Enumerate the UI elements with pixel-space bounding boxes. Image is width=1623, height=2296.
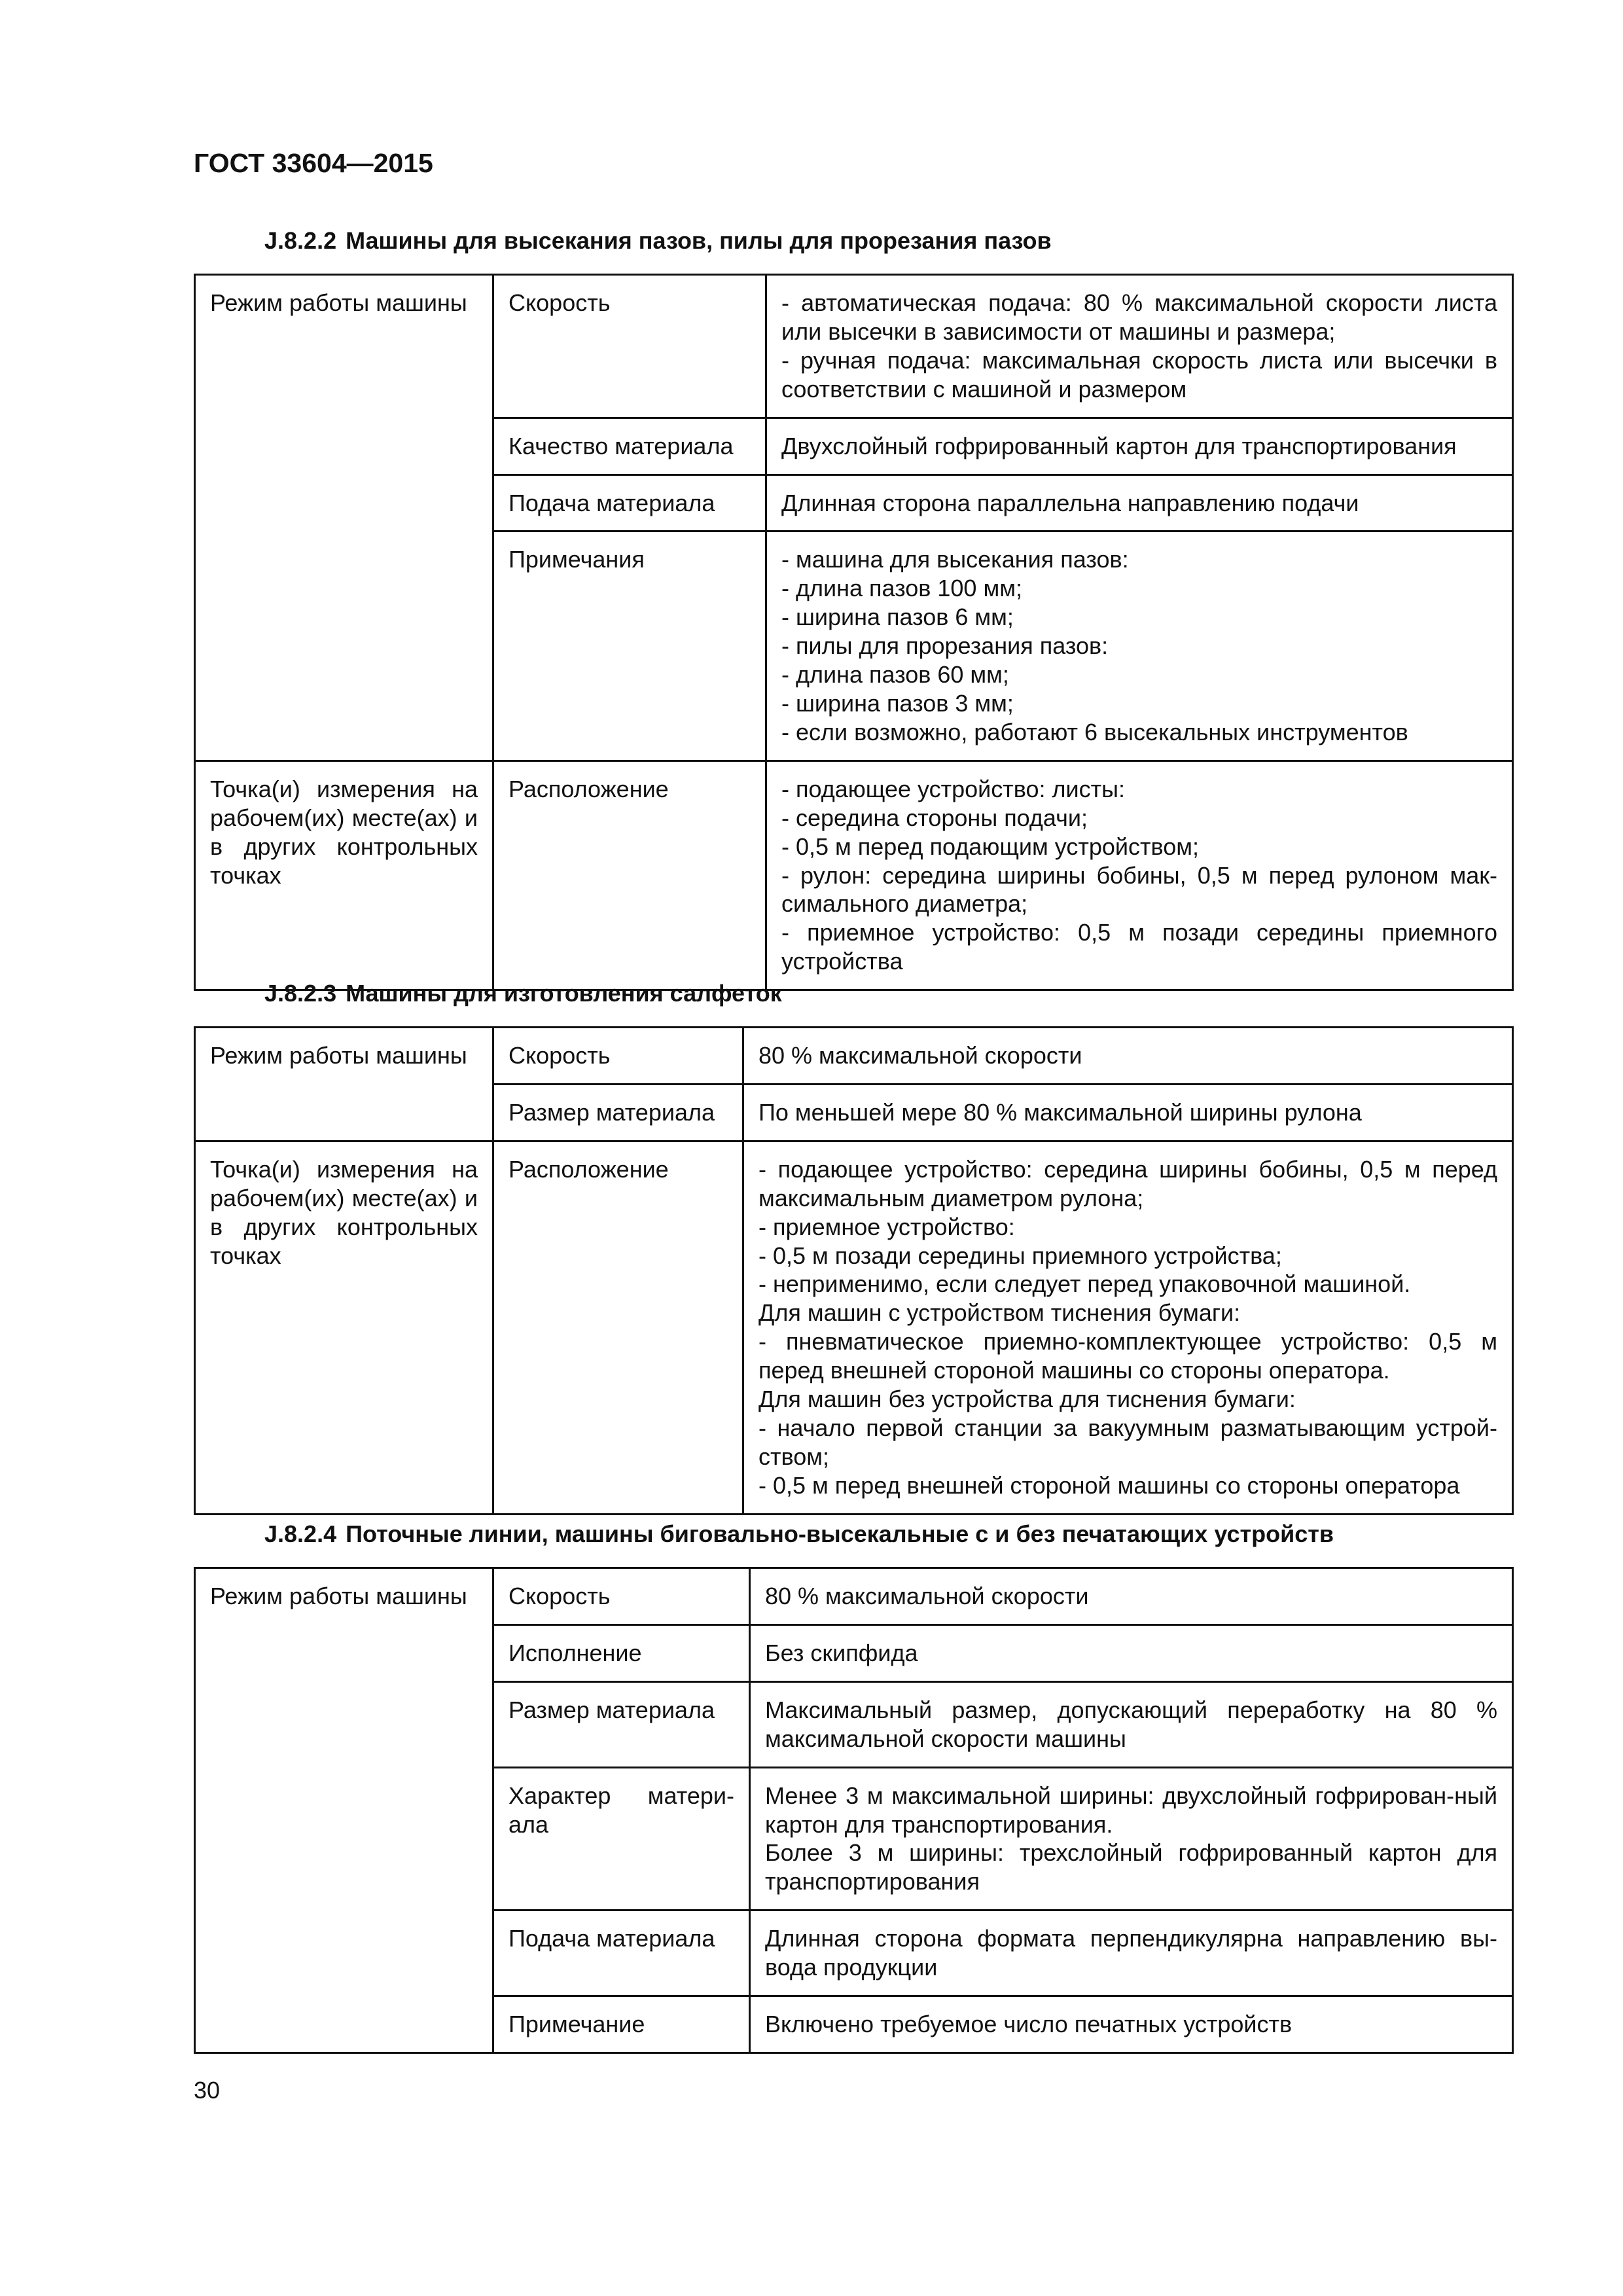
value-line: - подающее устройство: листы: <box>781 775 1125 802</box>
value-line: Включено требуемое число печатных устройств <box>765 2011 1293 2038</box>
param-cell: Примечание <box>493 1996 750 2053</box>
value-cell <box>743 1084 1513 1141</box>
value-line: - пилы для прорезания пазов: <box>781 632 1109 660</box>
group-cell: Режим работы машины <box>195 1568 493 2053</box>
value-line: - 0,5 м позади середины приемного устройства; <box>758 1242 1282 1269</box>
param-cell: Расположение <box>493 1141 743 1514</box>
value-line: Менее 3 м максимальной ширины: двухслойный гофрирован-ный картон для транспортирования. <box>765 1782 1497 1838</box>
param-cell: Подача материала <box>493 475 766 531</box>
value-cell <box>766 275 1513 418</box>
value-line: - пневматическое приемно-комплектующее устройство: 0,5 м перед внешней стороной машины со стороны оператора. <box>758 1328 1497 1384</box>
param-cell: Качество материала <box>493 418 766 475</box>
value-line: - рулон: середина ширины бобины, 0,5 м перед рулоном мак-симального диаметра; <box>781 861 1497 918</box>
param-cell: Скорость <box>493 1028 743 1085</box>
value-cell <box>750 1910 1513 1996</box>
value-line: Длинная сторона формата перпендикулярна направлению вы-вода продукции <box>765 1925 1497 1981</box>
param-cell: Примечания <box>493 531 766 761</box>
param-cell: Исполнение <box>493 1624 750 1681</box>
table-j822 <box>194 274 1514 991</box>
value-line: Двухслойный гофрированный картон для транспортирования <box>781 432 1457 459</box>
section-heading: Машины для высекания пазов, пилы для прорезания пазов <box>346 227 1052 254</box>
value-cell <box>766 418 1513 475</box>
param-cell: Скорость <box>493 275 766 418</box>
param-cell: Характер матери-ала <box>493 1767 750 1910</box>
value-cell <box>750 1681 1513 1767</box>
value-line: - ширина пазов 3 мм; <box>781 689 1014 717</box>
value-cell <box>750 1624 1513 1681</box>
group-cell: Режим работы машины <box>195 275 493 761</box>
page-number: 30 <box>194 2077 221 2104</box>
value-line: По меньшей мере 80 % максимальной ширины рулона <box>758 1098 1362 1126</box>
param-cell: Подача материала <box>493 1910 750 1996</box>
value-line: Более 3 м ширины: трехслойный гофрированный картон для транспортирования <box>765 1839 1497 1895</box>
value-line: Длинная сторона параллельна направлению подачи <box>781 489 1359 516</box>
value-line: - 0,5 м перед внешней стороной машины со стороны оператора <box>758 1471 1460 1499</box>
section-title <box>264 1520 1334 1549</box>
value-line: - приемное устройство: <box>758 1213 1015 1240</box>
value-cell <box>743 1141 1513 1514</box>
table-row <box>195 761 1513 990</box>
group-cell: Режим работы машины <box>195 1028 493 1141</box>
section-title <box>264 226 1052 255</box>
group-cell: Точка(и) измерения на рабочем(их) месте(ах) и в других контрольных точках <box>195 1141 493 1514</box>
table-row <box>195 1028 1513 1085</box>
value-line: Для машин с устройством тиснения бумаги: <box>758 1299 1241 1327</box>
document-code: ГОСТ 33604—2015 <box>194 148 433 178</box>
section-title <box>264 979 782 1008</box>
value-cell <box>750 1767 1513 1910</box>
value-line: 80 % максимальной скорости <box>765 1583 1089 1609</box>
value-line: - подающее устройство: середина ширины бобины, 0,5 м перед максимальным диаметром рулона; <box>758 1155 1497 1211</box>
value-line: Без скипфида <box>765 1639 918 1666</box>
param-cell: Расположение <box>493 761 766 990</box>
value-line: - длина пазов 60 мм; <box>781 661 1009 689</box>
value-line: - машина для высекания пазов: <box>781 546 1129 573</box>
section-number: J.8.2.3 <box>264 980 337 1007</box>
value-line: - середина стороны подачи; <box>781 804 1088 831</box>
value-line: - приемное устройство: 0,5 м позади середины приемного устройства <box>781 919 1497 975</box>
value-line: - неприменимо, если следует перед упаковочной машиной. <box>758 1270 1411 1298</box>
value-line: - ручная подача: максимальная скорость листа или высечки в соответствии с машиной и размером <box>781 346 1497 403</box>
section-number: J.8.2.2 <box>264 227 337 254</box>
param-cell: Размер материала <box>493 1681 750 1767</box>
value-cell <box>766 531 1513 761</box>
table-j823 <box>194 1026 1514 1515</box>
table-row <box>195 1568 1513 1625</box>
value-line: - 0,5 м перед подающим устройством; <box>781 833 1200 860</box>
value-line: - начало первой станции за вакуумным разматывающим устрой-ством; <box>758 1414 1497 1470</box>
value-line: 80 % максимальной скорости <box>758 1042 1082 1069</box>
param-cell: Скорость <box>493 1568 750 1625</box>
group-cell: Точка(и) измерения на рабочем(их) месте(ах) и в других контрольных точках <box>195 761 493 990</box>
table-row <box>195 275 1513 418</box>
value-line: - автоматическая подача: 80 % максимальной скорости листа или высечки в зависимости от машины и размера; <box>781 289 1497 345</box>
param-cell: Размер материала <box>493 1084 743 1141</box>
value-line: Для машин без устройства для тиснения бумаги: <box>758 1386 1296 1413</box>
section-heading: Поточные линии, машины биговально-высекальные с и без печатающих устройств <box>346 1520 1334 1547</box>
value-line: - если возможно, работают 6 высекальных инструментов <box>781 718 1408 745</box>
table-row <box>195 1141 1513 1514</box>
value-line: Максимальный размер, допускающий переработку на 80 % максимальной скорости машины <box>765 1696 1497 1752</box>
value-cell <box>766 475 1513 531</box>
value-line: - ширина пазов 6 мм; <box>781 603 1014 631</box>
table-j824 <box>194 1567 1514 2054</box>
value-cell <box>743 1028 1513 1085</box>
value-line: - длина пазов 100 мм; <box>781 575 1022 602</box>
value-cell <box>766 761 1513 990</box>
value-cell <box>750 1568 1513 1625</box>
section-number: J.8.2.4 <box>264 1520 337 1547</box>
value-cell <box>750 1996 1513 2053</box>
section-heading: Машины для изготовления салфеток <box>346 980 782 1007</box>
